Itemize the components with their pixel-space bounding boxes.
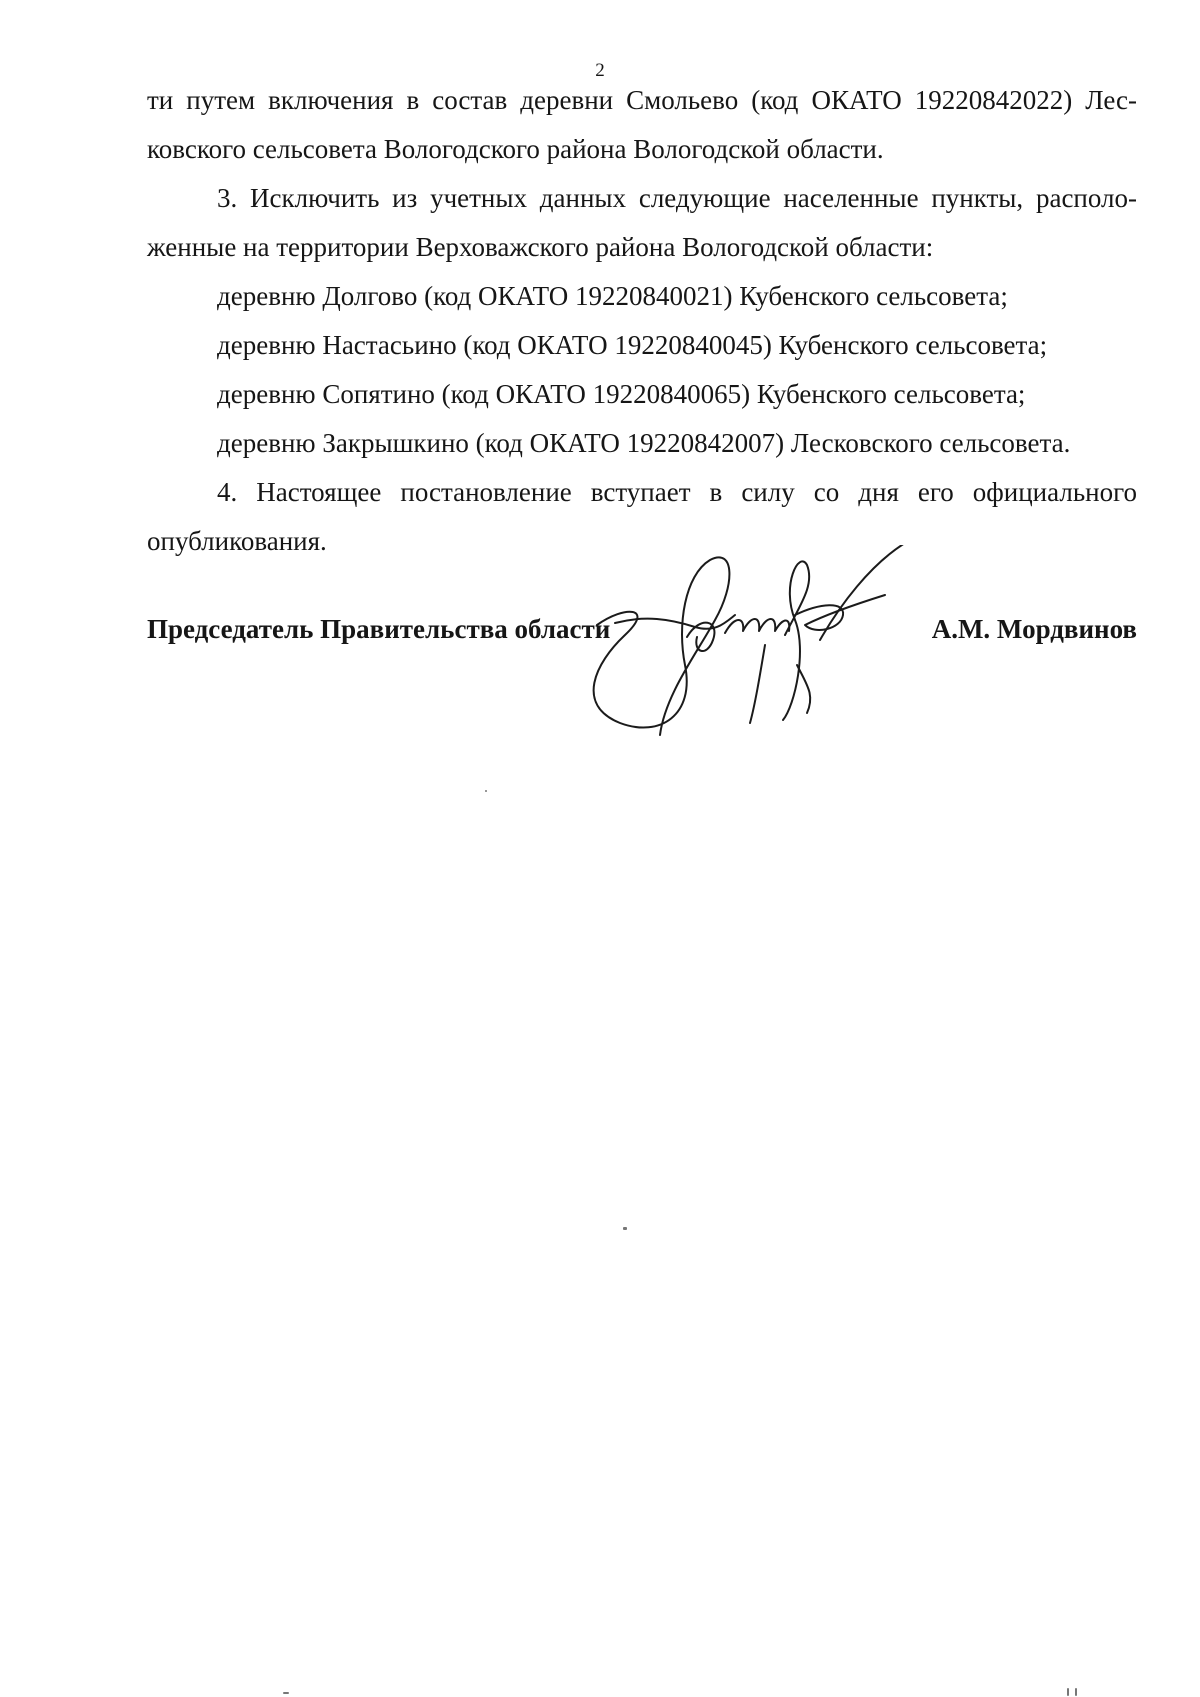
scan-speck — [623, 1227, 627, 1230]
list-item: деревню Настасьино (код ОКАТО 19220840045) Кубенского сельсовета; — [217, 330, 1048, 360]
signatory-name: А.М. Мордвинов — [931, 614, 1137, 644]
list-item: деревню Сопятино (код ОКАТО 19220840065) Кубенского сельсовета; — [217, 379, 1026, 409]
scan-speck — [1075, 1688, 1077, 1696]
scan-speck — [1067, 1688, 1069, 1696]
list-item: деревню Закрышкино (код ОКАТО 19220842007) Лесковского сельсовета. — [217, 428, 1071, 458]
paragraph-line: опубликования. — [147, 526, 327, 556]
signatory-title: Председатель Правительства области — [147, 614, 611, 644]
paragraph-line: 4. Настоящее постановление вступает в силу со дня его официального — [217, 477, 1137, 507]
scan-speck — [283, 1692, 289, 1694]
list-item: деревню Долгово (код ОКАТО 19220840021) Кубенского сельсовета; — [217, 281, 1008, 311]
page-number: 2 — [595, 60, 605, 81]
handwritten-signature — [585, 545, 945, 745]
paragraph-line: женные на территории Верховажского района Вологодской области: — [147, 232, 934, 262]
paragraph-line: ти путем включения в состав деревни Смольево (код ОКАТО 19220842022) Лес- — [147, 85, 1137, 115]
paragraph-line: ковского сельсовета Вологодского района Вологодской области. — [147, 134, 884, 164]
paragraph-line: 3. Исключить из учетных данных следующие населенные пункты, располо- — [217, 183, 1137, 213]
scan-speck — [485, 790, 487, 792]
